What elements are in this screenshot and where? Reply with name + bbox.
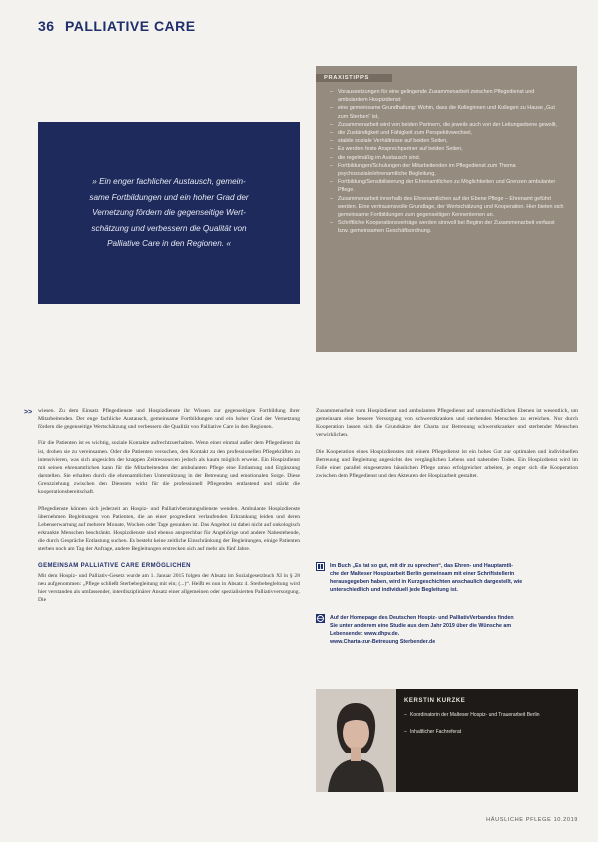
web-note-link[interactable]: www.Charta-zur-Betreuung Sterbender.de xyxy=(330,639,436,646)
author-role: – Inhaltlicher Fachreferat xyxy=(404,728,572,736)
book-note-line: herausgegeben haben, wird in Kurzgeschichten anschaulich dargestellt, wie xyxy=(330,579,523,586)
body-paragraph: Für die Patienten ist es wichtig, soziale Kontakte aufrechtzuerhalten. Wenn einer einmal außer dem Pflegedienst da ist, drohen sie zu vereinsamen. Oder die Patienten versuchen, den Kontakt zu den professionellen Pflegekräften zu intensivieren, was sich angesichts der knappen Zeitressourcen jedoch als kaum möglich erweist. Ein Hospizdienst mit seinen ehrenamtlichen kann für die Mitarbeitenden der ambulanten Pflege eine Entlastung und Ergänzung darstellen. Sie erhalten durch die ehrenamtlichen Unterstützung in der Betreuung und emotionalen Sorge. Diese Grenzziehung zwischen den Diensten wirkt für die professionell Pflegenden entlastend und stärkt die kooperationsbereitschaft. xyxy=(38,440,300,496)
author-photo xyxy=(316,689,396,792)
web-note-line: Auf der Homepage des Deutschen Hospiz- und PalliativVerbandes finden xyxy=(330,615,514,621)
pull-quote-line: same Fortbildungen und ein hoher Grad der xyxy=(89,192,249,202)
praxistipps-item: – die Zuständigkeit und Fähigkeit zum Perspektivwechsel, xyxy=(330,129,565,137)
praxistipps-list xyxy=(316,88,577,236)
praxistipps-item: – Zusammenarbeit wird von beiden Partnern, die jeweils auch von der Leitungsebene gewollt, xyxy=(330,121,565,129)
praxistipps-title: PRAXISTIPPS xyxy=(316,74,392,82)
author-name: KERSTIN KURZKE xyxy=(404,698,466,704)
subheading: GEMEINSAM PALLIATIVE CARE ERMÖGLICHEN xyxy=(38,562,191,569)
pull-quote-line: schätzung und verbessern die Qualität von xyxy=(91,223,247,233)
page-number: 36 xyxy=(38,18,55,34)
praxistipps-item: – stabile soziale Verhältnisse auf beiden Seiten, xyxy=(330,137,565,145)
praxistipps-item: – Zusammenarbeit innerhalb des Ehrenamtlichen auf der Ebene Pflege – Ehrenamt geführt werden. Eine vertrauensvolle Grundlage, der Wertschätzung und Kooperation. Hier bieten sich gemeinsame Fortbildungen zum gegenseitigen Kennenlernen an. xyxy=(330,195,565,220)
praxistipps-item: – Es werden feste Ansprechpartner auf beiden Seiten, xyxy=(330,145,565,153)
praxistipps-item: – die regelmäßig im Austausch sind. xyxy=(330,154,565,162)
author-role: – Koordinatorin der Malteser Hospiz- und Trauerarbeit Berlin xyxy=(404,711,572,719)
praxistipps-box xyxy=(316,66,577,352)
praxistipps-item: – Fortbildungen/Schulungen der Mitarbeitenden im Pflegedienst zum Thema psychosoziale/ehrenamtliche Begleitung, xyxy=(330,162,565,178)
body-paragraph: Pflegedienste können sich jederzeit an Hospiz- und Palliativberatungsdienste wenden. Ambulante Hospizdienste übernehmen Begleitungen von Patienten, die an einer progredient verlaufenden Erkrankung leiden und deren Lebenserwartung auf mehrere Monate, Wochen oder Tage gesunken ist. Das Angebot ist dabei nicht auf onkologisch erkrankte Menschen beschränkt. Hospizdienste sind ebenso ansprechbar für Angehörige und andere Nahestehende, die durch Gespräche Entlastung suchen. Es besteht keine zeitliche Einschränkung der Begleitungen, einige Patienten sterben noch am Tag der Anfrage, andere Begleitungen erstrecken sich auf mehr als fünf Jahre. xyxy=(38,505,300,553)
praxistipps-item: – Fortbildung/Sensibilisierung der Ehrenamtlichen zu Möglichkeiten und Grenzen ambulanter Pflege. xyxy=(330,178,565,194)
web-note-line: Sie unter anderem eine Studie aus dem Jahr 2019 über die Wünsche am xyxy=(330,623,512,630)
praxistipps-item: – Schriftliche Kooperationsverträge werden sinnvoll bei Beginn der Zusammenarbeit verfasst bzw. gemeinsamen Geschäftsordnung. xyxy=(330,219,565,235)
praxistipps-item: – Voraussetzungen für eine gelingende Zusammenarbeit zwischen Pflegedienst und ambulantem Hospizdienst: xyxy=(330,88,565,104)
pull-quote-line: Vernetzung fördern die gegenseitige Wert- xyxy=(92,208,246,218)
right-column xyxy=(316,407,578,488)
left-column xyxy=(38,407,300,612)
body-paragraph: Mit dem Hospiz- und Palliativ-Gesetz wurde am 1. Januar 2015 folgen der Absatz im Sozialgesetzbuch XI in § 28 neu aufgenommen: „Pflege schließt Sterbebegleitung mit ein; (...)“. Heißt es nun in Absatz 4. Sterbebegleitung wird hier verstanden als umfassender, interdisziplinärer Ansatz einer allgemeinen oder spezialisierten Palliativversorgung. Die xyxy=(38,572,300,604)
book-note-line: che der Malteser Hospizarbeit Berlin gemeinsam mit einer Schriftstellerin xyxy=(330,571,515,578)
body-paragraph: wiesen. Zu dem Einsatz Pflegedienste und Hospizdienste ihr Wissen zur gegenseitigen Fortbildung ihrer Mitarbeitenden. Der enge fachliche Austausch, gemeinsame Fortbildungen und ein hoher Grad der Vernetzung fördern die gegenseitige Wertschätzung und verbessern die Qualität von Palliative Care in den Regionen. xyxy=(38,408,300,431)
book-note-line: Im Buch „Es tat so gut, mit dir zu sprechen“, das Ehren- und Hauptamtli- xyxy=(330,563,514,569)
pull-quote-line: Palliative Care in den Regionen. « xyxy=(107,239,231,249)
web-note-link[interactable]: Lebensende: www.dhpv.de. xyxy=(330,631,400,638)
page-footer: HÄUSLICHE PFLEGE 10.2019 xyxy=(486,817,578,823)
body-paragraph: Die Kooperation eines Hospizdienstes mit einem Pflegedienst ist ein hohes Gut zur optimalen und individuellen Betreuung und Begleitung angesichts des vergänglichen Lebens und nahenden Todes. Ein Hospizdienst wird im Falle einer parallel eingesetzten häuslichen Pflege umso erfolgreicher arbeiten, je enger sich die Kooperation zwischen dem Pflegedienst und den Akteuren der Hospizarbeit gestaltet. xyxy=(316,448,578,480)
book-icon xyxy=(316,562,325,571)
web-note-text xyxy=(316,614,578,646)
pull-quote-line: » Ein enger fachlicher Austausch, gemein- xyxy=(92,177,246,187)
pull-quote xyxy=(38,122,300,304)
page-header xyxy=(38,18,196,34)
praxistipps-item: – eine gemeinsame Grundhaltung: Wohin, dass die Kolleginnen und Kollegen zu Hause „Gut zum Sterben“ ist, xyxy=(330,104,565,120)
book-note-text xyxy=(316,562,578,594)
section-title: PALLIATIVE CARE xyxy=(64,18,196,34)
pull-quote-text xyxy=(69,174,268,251)
web-note xyxy=(316,614,578,646)
author-roles xyxy=(404,711,572,745)
body-paragraph: Zusammenarbeit vom Hospizdienst und ambulanten Pflegedienst auf unterschiedlichen Ebenen ist wesentlich, um gemeinsam eine bessere Versorgung von schwerstkranken und sterbenden Menschen zu erreichen. Nur durch Kooperation lassen sich die Grundsätze der Charta zur Betreuung schwerstkranker und sterbender Menschen verwirklichen. xyxy=(316,408,578,439)
continuation-arrow: >> xyxy=(24,409,33,416)
author-info xyxy=(396,689,578,792)
globe-icon xyxy=(316,614,325,623)
author-profile xyxy=(316,689,578,792)
book-note xyxy=(316,562,578,594)
book-note-line: unterschiedlich und individuell jede Begleitung ist. xyxy=(330,587,459,594)
